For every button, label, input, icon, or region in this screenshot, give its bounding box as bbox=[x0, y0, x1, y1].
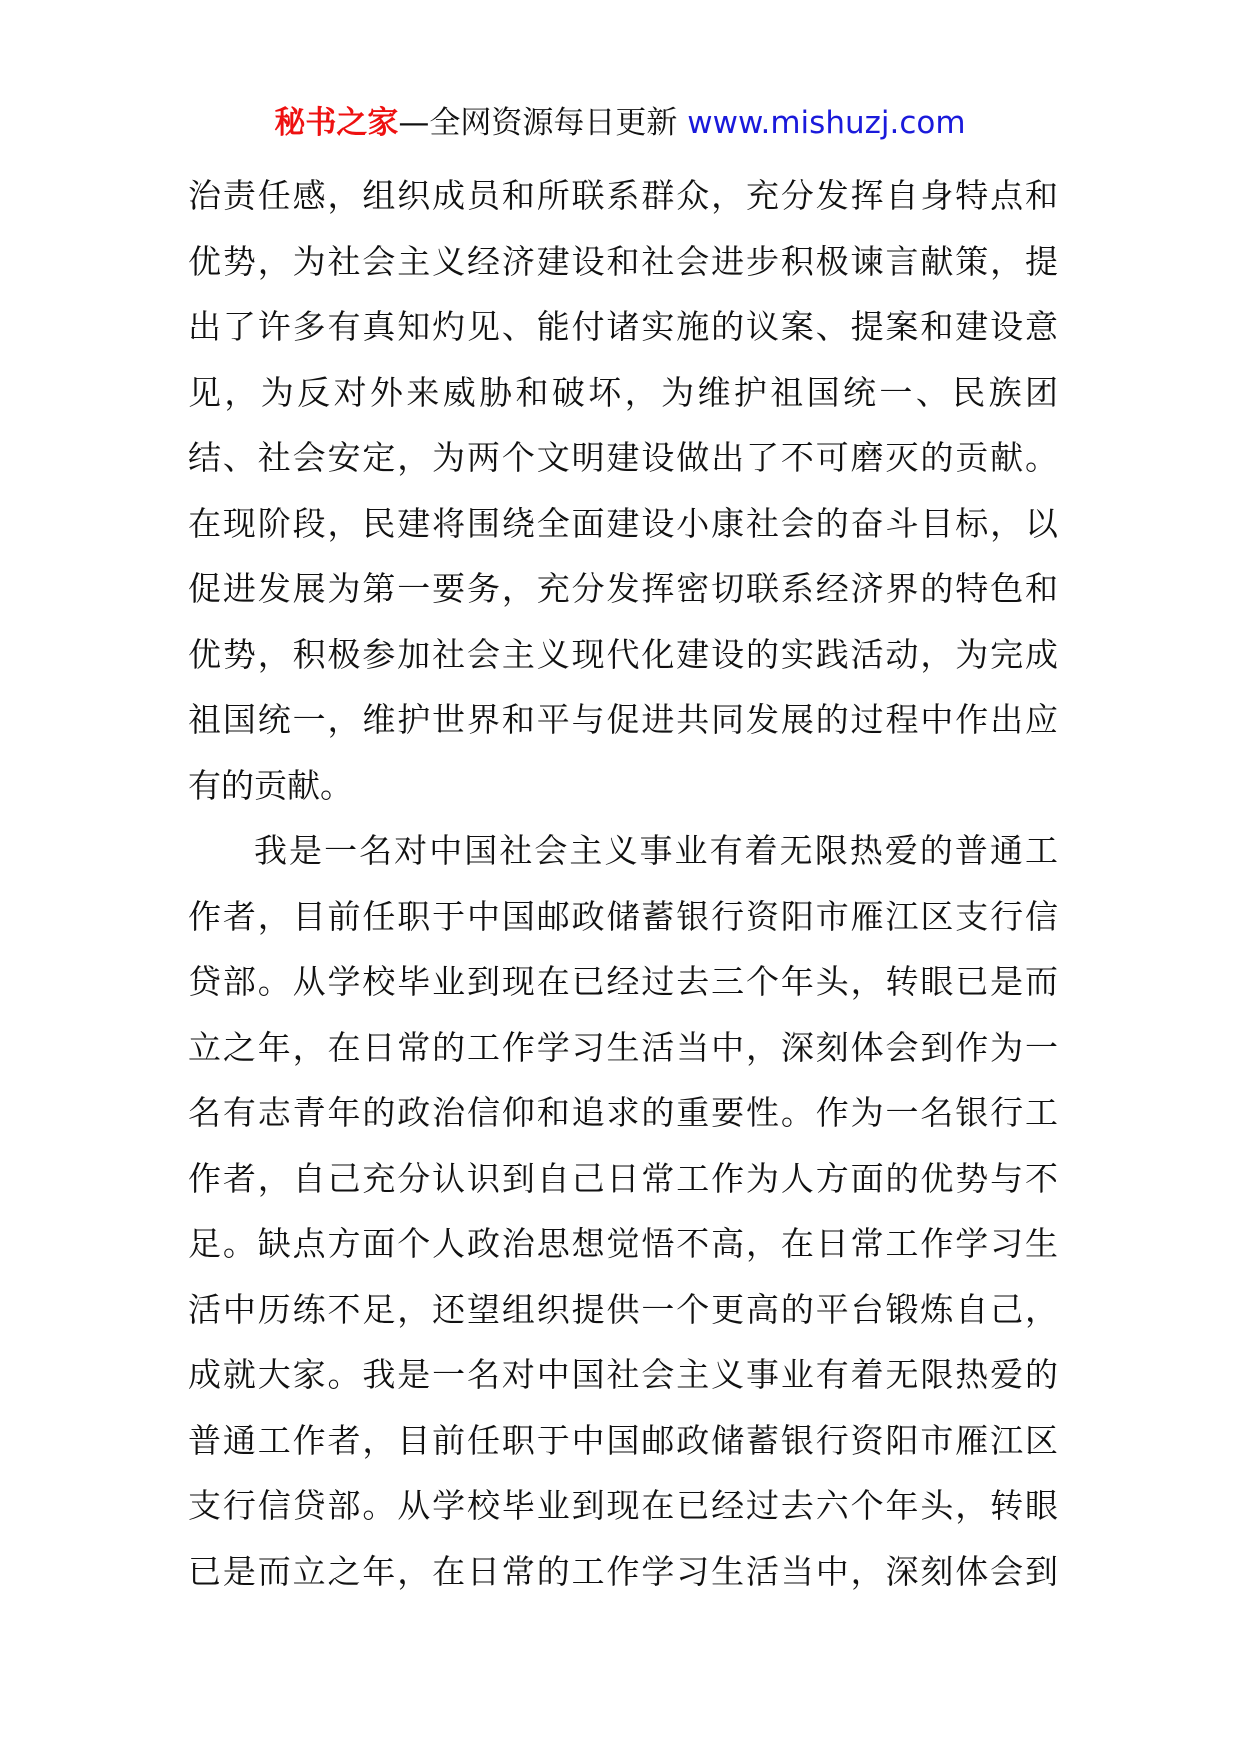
site-brand: 秘书之家 bbox=[274, 105, 399, 141]
body-line: 贷部。从学校毕业到现在已经过去三个年头，转眼已是而 bbox=[188, 962, 1058, 1001]
site-slogan: —全网资源每日更新 bbox=[398, 105, 678, 141]
body-line: 作者，自己充分认识到自己日常工作为人方面的优势与不 bbox=[188, 1158, 1058, 1198]
body-line: 已是而立之年，在日常的工作学习生活当中，深刻体会到 bbox=[188, 1551, 1058, 1591]
body-line: 出了许多有真知灼见、能付诸实施的议案、提案和建设意 bbox=[188, 307, 1058, 346]
body-line: 名有志青年的政治信仰和追求的重要性。作为一名银行工 bbox=[188, 1093, 1058, 1132]
body-line: 成就大家。我是一名对中国社会主义事业有着无限热爱的 bbox=[188, 1355, 1058, 1394]
body-line: 作者，目前任职于中国邮政储蓄银行资阳市雁江区支行信 bbox=[188, 896, 1058, 936]
site-url[interactable]: www.mishuzj.com bbox=[687, 105, 966, 141]
page-header bbox=[0, 100, 1240, 146]
body-line: 在现阶段，民建将围绕全面建设小康社会的奋斗目标，以 bbox=[188, 503, 1058, 543]
body-line: 立之年，在日常的工作学习生活当中，深刻体会到作为一 bbox=[188, 1027, 1058, 1067]
body-line: 祖国统一，维护世界和平与促进共同发展的过程中作出应 bbox=[188, 700, 1058, 739]
body-line: 活中历练不足，还望组织提供一个更高的平台锻炼自己， bbox=[188, 1289, 1058, 1329]
body-line: 促进发展为第一要务，充分发挥密切联系经济界的特色和 bbox=[188, 569, 1058, 608]
body-line: 普通工作者，目前任职于中国邮政储蓄银行资阳市雁江区 bbox=[188, 1420, 1058, 1460]
body-line: 足。缺点方面个人政治思想觉悟不高，在日常工作学习生 bbox=[188, 1224, 1058, 1263]
document-body bbox=[188, 163, 1058, 1604]
body-line: 见，为反对外来威胁和破坏，为维护祖国统一、民族团 bbox=[188, 372, 1058, 412]
body-line: 治责任感，组织成员和所联系群众，充分发挥自身特点和 bbox=[188, 176, 1058, 215]
body-line: 优势，积极参加社会主义现代化建设的实践活动，为完成 bbox=[188, 634, 1058, 674]
body-line: 优势，为社会主义经济建设和社会进步积极谏言献策，提 bbox=[188, 241, 1058, 281]
body-line: 支行信贷部。从学校毕业到现在已经过去六个年头，转眼 bbox=[188, 1486, 1058, 1525]
paragraph-end-line: 有的贡献。 bbox=[188, 765, 353, 805]
body-line: 结、社会安定，为两个文明建设做出了不可磨灭的贡献。 bbox=[188, 438, 1058, 477]
paragraph-first-line: 我是一名对中国社会主义事业有着无限热爱的普通工 bbox=[254, 831, 1058, 870]
